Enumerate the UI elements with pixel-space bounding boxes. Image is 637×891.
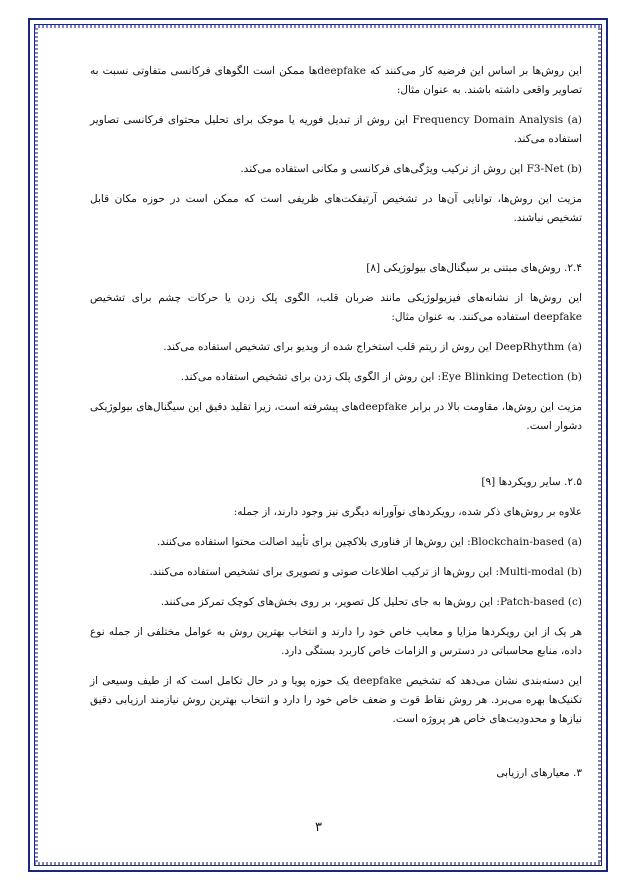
section-heading-evaluation-metrics: ۳. معیارهای ارزیابی xyxy=(496,767,582,779)
paragraph-biological-advantage: مزیت این روش‌ها، مقاومت بالا در برابر deepfakeهای پیشرفته است، زیرا تقلید دقیق این سیگنال‌های بیولوژیکی دشوار است. xyxy=(90,401,582,432)
list-item-blockchain-based: (a) Blockchain-based: این روش‌ها از فناوری بلاکچین برای تأیید اصالت محتوا استفاده می‌کنند. xyxy=(156,536,582,548)
page-number: ۳ xyxy=(315,820,322,835)
paragraph-classification-summary: این دسته‌بندی نشان می‌دهد که تشخیص deepfake یک حوزه پویا و در حال تکامل است که از طیف وسیعی از تکنیک‌ها بهره می‌برد. هر روش نقاط قوت و ضعف خاص خود را دارد و انتخاب بهترین روش نیازمند ارزیابی دقیق نیازها و محدودیت‌های خاص هر پروژه است. xyxy=(90,675,582,725)
list-item-eye-blinking-detection: (b) Eye Blinking Detection: این روش از الگوی پلک زدن برای تشخیص استفاده می‌کند. xyxy=(180,371,582,383)
list-item-frequency-domain-analysis: (a) Frequency Domain Analysis این روش از تبدیل فوریه یا موجک برای تحلیل محتوای فرکانسی تصاویر استفاده می‌کند. xyxy=(90,114,583,145)
list-item-deeprhythm: (a) DeepRhythm این روش از ریتم قلب استخراج شده از ویدیو برای تشخیص استفاده می‌کند. xyxy=(163,341,582,353)
paragraph-frequency-intro: این روش‌ها بر اساس این فرضیه کار می‌کنند که deepfakeها ممکن است الگوهای فرکانسی متفاوتی نسبت به تصاویر واقعی داشته باشند. به عنوان مثال: xyxy=(90,65,582,96)
page-content xyxy=(90,62,582,782)
paragraph-other-intro: علاوه بر روش‌های ذکر شده، رویکردهای نوآورانه دیگری نیز وجود دارند، از جمله: xyxy=(233,506,582,518)
section-heading-biological-signals: ۲.۴. روش‌های مبتنی بر سیگنال‌های بیولوژیکی [۸] xyxy=(366,262,582,274)
paragraph-approaches-tradeoffs: هر یک از این رویکردها مزایا و معایب خاص خود را دارند و انتخاب بهترین روش به عوامل مختلفی از جمله نوع داده، منابع محاسباتی در دسترس و الزامات خاص کاربرد بستگی دارد. xyxy=(90,626,582,657)
list-item-patch-based: (c) Patch-based: این روش‌ها به جای تحلیل کل تصویر، بر روی بخش‌های کوچک تمرکز می‌کنند. xyxy=(160,596,582,608)
list-item-f3-net: (b) F3-Net این روش از ترکیب ویژگی‌های فرکانسی و مکانی استفاده می‌کند. xyxy=(240,163,582,175)
paragraph-biological-intro: این روش‌ها از نشانه‌های فیزیولوژیکی مانند ضربان قلب، الگوی پلک زدن یا حرکات چشم برای تشخیص deepfake استفاده می‌کنند. به عنوان مثال: xyxy=(90,292,582,323)
list-item-multi-modal: (b) Multi-modal: این روش‌ها از ترکیب اطلاعات صوتی و تصویری برای تشخیص استفاده می‌کنند. xyxy=(149,566,582,578)
section-heading-other-approaches: ۲.۵. سایر رویکردها [۹] xyxy=(481,476,582,488)
paragraph-frequency-advantage: مزیت این روش‌ها، توانایی آن‌ها در تشخیص آرتیفکت‌های ظریفی است که ممکن است در حوزه مکان قابل تشخیص نباشند. xyxy=(90,193,582,224)
